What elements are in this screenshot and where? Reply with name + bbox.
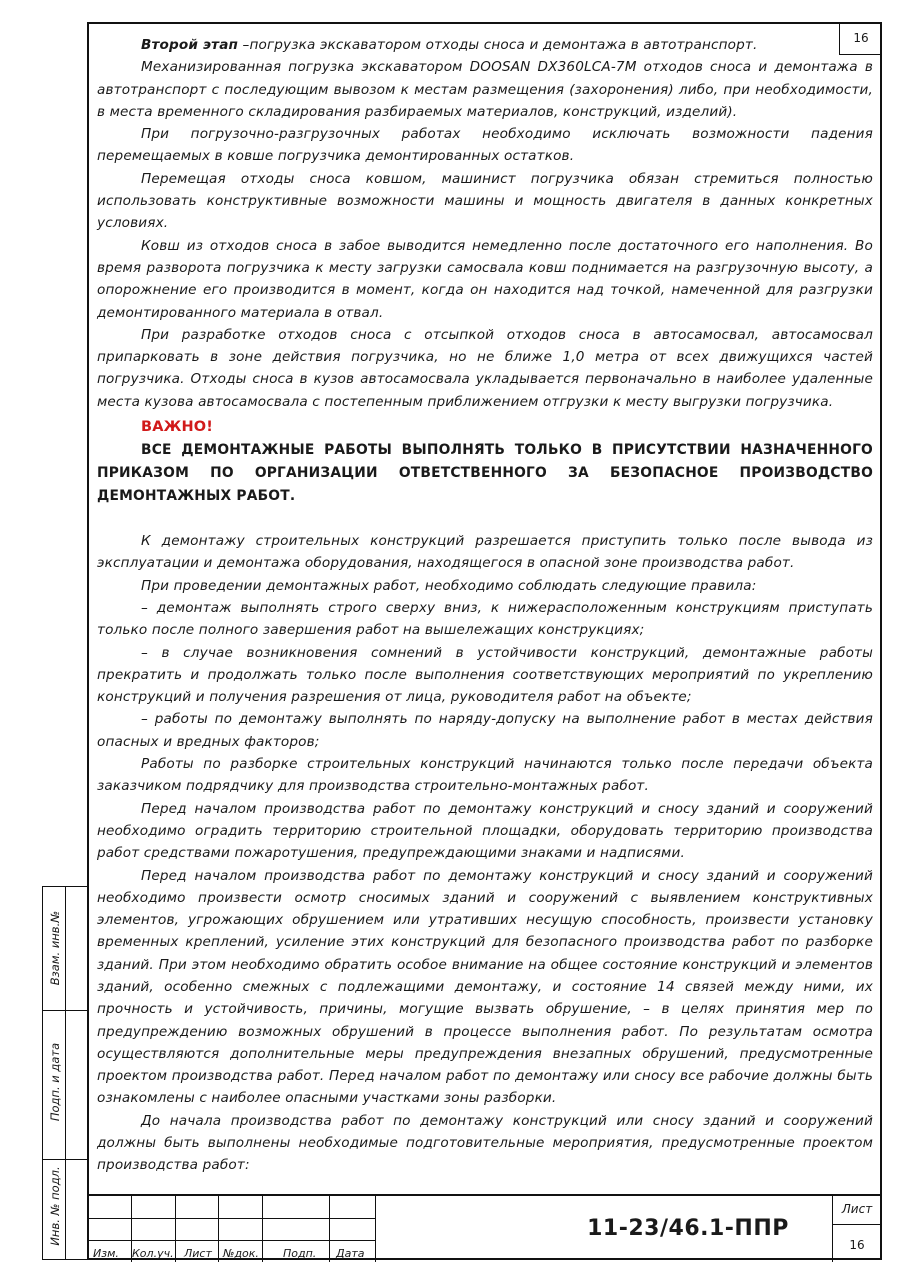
paragraph: Механизированная погрузка экскаватором DOOSAN DX360LCA-7M отходов сноса и демонтажа в автотранспорт с последующим вывозом к местам размещения (захоронения) либо, при необходимости, в места временного складирования разбираемых материалов, конструкций, изделий). xyxy=(97,59,873,120)
paragraph-stage-two xyxy=(97,34,873,56)
paragraph: Перед началом производства работ по демонтажу конструкций и сносу зданий и сооружений необходимо оградить территорию строительной площадки, оборудовать территорию производства работ средствами пожаротушения, предупреждающими знаками и надписями. xyxy=(97,800,873,862)
sheet-label: Лист xyxy=(841,1202,873,1216)
stamp-header-list: Лист xyxy=(184,1247,212,1260)
stamp-divider xyxy=(329,1196,330,1262)
stamp-header-podp: Подп. xyxy=(283,1247,317,1260)
strip-label-vzam: Взам. инв.№ xyxy=(48,910,62,986)
title-block xyxy=(87,1194,882,1262)
paragraph: При погрузочно-разгрузочных работах необходимо исключать возможности падения перемещаемых в ковше погрузчика демонтированных остатков. xyxy=(97,126,873,165)
stamp-divider xyxy=(375,1196,376,1262)
paragraph: При разработке отходов сноса с отсыпкой отходов сноса в автосамосвал, автосамосвал припарковать в зоне действия погрузчика, но не ближе 1,0 метра от всех движущихся частей погрузчика. Отходы сноса в кузов автосамосвала укладывается первоначально в наиболее удаленные места кузова автосамосвала с постепенным приближением отгрузки к месту выгрузки погрузчика. xyxy=(97,326,873,410)
paragraph: Перемещая отходы сноса ковшом, машинист погрузчика обязан стремиться полностью использовать конструктивные возможности машины и мощность двигателя в данных конкретных условиях. xyxy=(97,170,873,232)
stamp-divider xyxy=(175,1196,176,1262)
stamp-divider xyxy=(218,1196,219,1262)
document-body xyxy=(97,34,873,1177)
stage-two-text: –погрузка экскаватором отходы сноса и демонтажа в автотранспорт. xyxy=(238,37,758,53)
paragraph: Ковш из отходов сноса в забое выводится немедленно после достаточного его наполнения. Во время разворота погрузчика к месту загрузки самосвала ковш поднимается на разгрузочную высоту, а опорожнение его производится в момент, когда он находится над точкой, намеченной для разгрузки демонтированного материала в отвал. xyxy=(97,237,873,321)
paragraph: До начала производства работ по демонтажу конструкций или сносу зданий и сооружений должны быть выполнены необходимые подготовительные мероприятия, предусмотренные проектом производства работ: xyxy=(97,1112,873,1174)
stamp-divider xyxy=(262,1196,263,1262)
approval-side-strip xyxy=(42,886,87,1260)
paragraph: К демонтажу строительных конструкций разрешается приступить только после вывода из эксплуатации и демонтажа оборудования, находящегося в опасной зоне производства работ. xyxy=(97,533,873,572)
sheet-number-top: 16 xyxy=(839,22,882,55)
paragraph: Работы по разборке строительных конструкций начинаются только после передачи объекта заказчиком подрядчику для производства строительно-монтажных работ. xyxy=(97,756,873,795)
stamp-divider xyxy=(87,1218,375,1219)
paragraph: Перед началом производства работ по демонтажу конструкций и сносу зданий и сооружений необходимо произвести осмотр сносимых зданий и сооружений с выявлением конструктивных элементов, угрожающих обрушением или утративших несущую способность, произвести установку временных креплений, усиление этих конструкций для безопасного производства работ по разборке зданий. При этом необходимо обратить особое внимание на общее состояние конструкций и элементов зданий, особенно смежных с подлежащими демонтажу, и состояние 14 связей между ними, их прочность и устойчивость, причины, могущие вызвать обрушение, – в целях принятия мер по предупреждению возможных обрушений в процессе выполнения работ. По результатам осмотра осуществляются дополнительные меры предупреждения внезапных обрушений, предусмотренные проектом производства работ. Перед началом работ по демонтажу или сносу все рабочие должны быть ознакомлены с наиболее опасными участками зоны разборки. xyxy=(97,867,873,1107)
stamp-header-izm: Изм. xyxy=(93,1247,119,1260)
stamp-header-data: Дата xyxy=(336,1247,365,1260)
stage-two-heading: Второй этап xyxy=(141,37,239,53)
strip-divider xyxy=(65,887,66,1259)
important-notice: ВСЕ ДЕМОНТАЖНЫЕ РАБОТЫ ВЫПОЛНЯТЬ ТОЛЬКО В ПРИСУТСТВИИ НАЗНАЧЕННОГО ПРИКАЗОМ ПО ОРГАНИЗАЦИИ ОТВЕТСТВЕННОГО ЗА БЕЗОПАСНОЕ ПРОИЗВОДСТВО ДЕМОНТАЖНЫХ РАБОТ. xyxy=(97,442,873,505)
important-label: ВАЖНО! xyxy=(141,419,213,436)
stamp-divider xyxy=(87,1240,375,1241)
strip-label-inv: Инв. № подл. xyxy=(48,1166,62,1246)
document-code: 11-23/46.1-ППР xyxy=(587,1216,789,1241)
rule-item: – демонтаж выполнять строго сверху вниз, к нижерасположенным конструкциям приступать только после полного завершения работ на вышележащих конструкциях; xyxy=(97,599,873,639)
rule-item: – в случае возникновения сомнений в устойчивости конструкций, демонтажные работы прекратить и продолжать только после выполнения соответствующих мероприятий по укреплению конструкций и получения разрешения от лица, руководителя работ на объекте; xyxy=(97,644,873,706)
stamp-header-ndok: №док. xyxy=(223,1247,259,1260)
rule-item: – работы по демонтажу выполнять по наряду-допуску на выполнение работ в местах действия опасных и вредных факторов; xyxy=(97,711,873,750)
strip-divider xyxy=(43,1010,87,1011)
strip-label-podp: Подп. и дата xyxy=(48,1042,62,1122)
stamp-header-koluch: Кол.уч. xyxy=(132,1247,174,1260)
sheet-number: 16 xyxy=(849,1238,865,1252)
paragraph: При проведении демонтажных работ, необходимо соблюдать следующие правила: xyxy=(141,577,757,594)
